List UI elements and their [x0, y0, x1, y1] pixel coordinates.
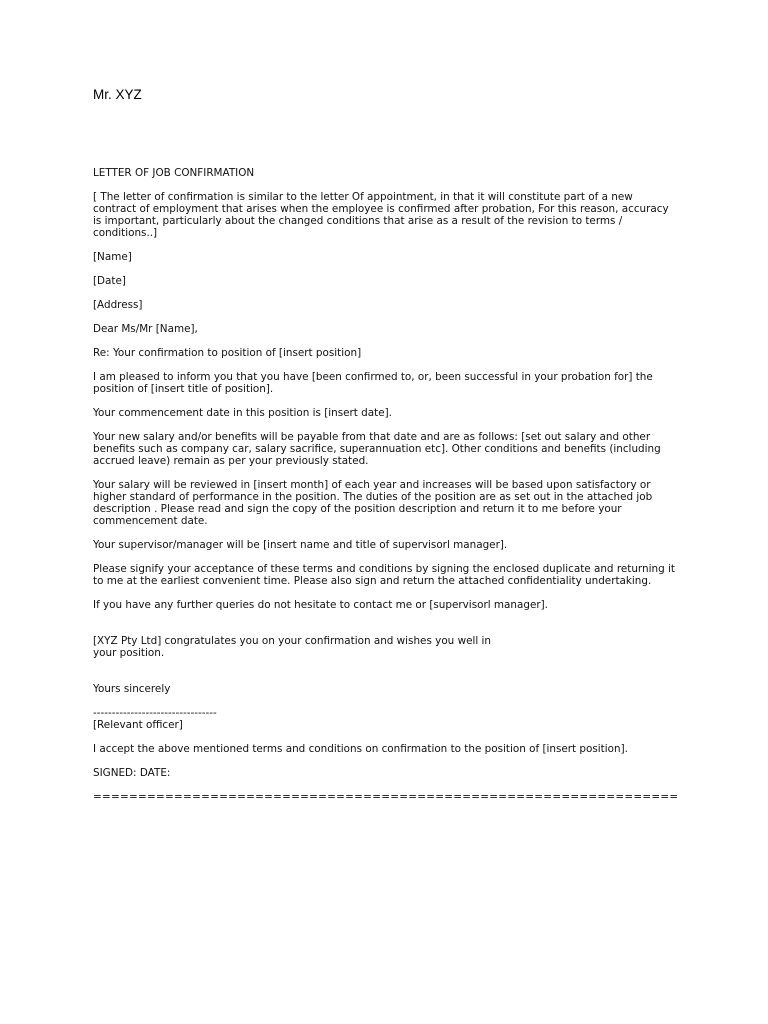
salary-paragraph: Your new salary and/or benefits will be payable from that date and are as follows: [set out salary and other benefits such as company car, salary sacrifice, superannuation etc]. Other conditions and benefits (including accrued leave) remain as per your previously stated. [93, 431, 661, 467]
sender-name: Mr. XYZ [93, 87, 142, 102]
name-placeholder: [Name] [93, 251, 132, 263]
intro-note: [ The letter of confirmation is similar to the letter Of appointment, in that it will constitute part of a new contract of employment that arises when the employee is confirmed after probation, For this reason, accuracy is important, particularly about the changed conditions that arise as a result of the revision to terms / conditions..] [93, 191, 669, 239]
letter-body [93, 167, 693, 815]
letter-title: LETTER OF JOB CONFIRMATION [93, 167, 255, 179]
commencement-paragraph: Your commencement date in this position is [insert date]. [93, 407, 392, 419]
supervisor-paragraph: Your supervisor/manager will be [insert name and title of supervisorl manager]. [93, 539, 508, 551]
signatory: [Relevant officer] [93, 719, 183, 731]
re-line: Re: Your confirmation to position of [insert position] [93, 347, 362, 359]
salutation: Dear Ms/Mr [Name], [93, 323, 198, 335]
queries-paragraph: If you have any further queries do not hesitate to contact me or [supervisorl manager]. [93, 599, 548, 611]
signed-date-line: SIGNED: DATE: [93, 767, 171, 779]
address-placeholder: [Address] [93, 299, 143, 311]
review-paragraph: Your salary will be reviewed in [insert month] of each year and increases will be based upon satisfactory or higher standard of performance in the position. The duties of the position are as set out in the attached job description . Please read and sign the copy of the position description and return it to me before your commencement date. [93, 479, 653, 527]
congratulations-paragraph: [XYZ Pty Ltd] congratulates you on your confirmation and wishes you well in your position. [93, 635, 492, 659]
closing: Yours sincerely [93, 683, 171, 695]
date-placeholder: [Date] [93, 275, 126, 287]
acceptance-paragraph: Please signify your acceptance of these terms and conditions by signing the enclosed duplicate and returning it to me at the earliest convenient time. Please also sign and return the attached confidentiality undertaking. [93, 563, 675, 587]
end-rule: ================================================================= [93, 791, 679, 803]
confirmation-paragraph: I am pleased to inform you that you have [been confirmed to, or, been successful in your probation for] the position of [insert title of position]. [93, 371, 653, 395]
signature-line: --------------------------------- [93, 707, 217, 719]
acceptance-statement: I accept the above mentioned terms and conditions on confirmation to the position of [insert position]. [93, 743, 628, 755]
